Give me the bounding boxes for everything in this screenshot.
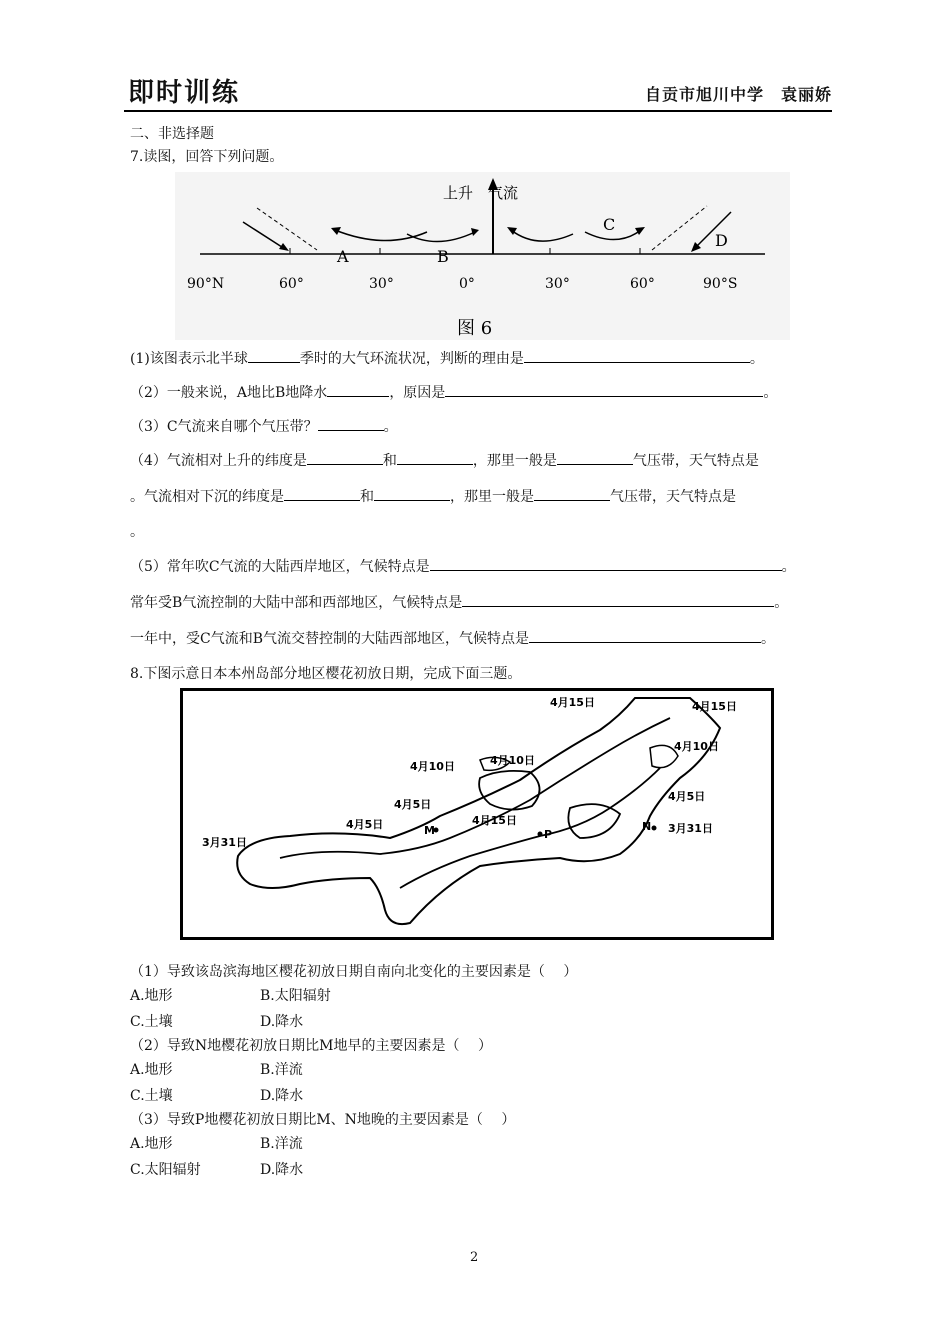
lat-label-60n: 60°: [279, 276, 304, 292]
arrow-b-curve: [407, 232, 475, 242]
arrow-a-curve: [335, 230, 427, 241]
q8-sub3-option-c: C.太阳辐射: [130, 1162, 201, 1178]
header-left-title: 即时训练: [128, 78, 241, 108]
lat-label-0: 0°: [459, 276, 475, 292]
map-label-mar31-east: 3月31日: [668, 822, 713, 835]
q8-sub2-option-b: B.洋流: [260, 1062, 303, 1078]
map-label-apr10-east: 4月10日: [674, 740, 719, 753]
front-line-north: [257, 208, 317, 250]
page-number: 2: [470, 1250, 479, 1265]
rising-air-label: 上升 气流: [443, 184, 519, 202]
figure-6-circulation-diagram: [175, 172, 790, 340]
air-label-d: D: [715, 231, 728, 250]
q7-part7: 一年中，受C气流和B气流交替控制的大陆西部地区，气候特点是 。: [130, 628, 775, 649]
map-label-apr10-center: 4月10日: [490, 754, 535, 767]
map-label-apr5-m: 4月5日: [346, 818, 384, 831]
q8-sub1-option-d: D.降水: [260, 1014, 304, 1030]
q8-sub2-question: （2）导致N地樱花初放日期比M地早的主要因素是（ ）: [130, 1038, 492, 1054]
section-title: 二、非选择题: [130, 126, 214, 142]
lat-label-90s: 90°S: [703, 276, 738, 292]
header-right-title: 自贡市旭川中学 袁丽娇: [644, 85, 832, 104]
q8-sub1-option-c: C.土壤: [130, 1014, 173, 1030]
header-rule: [124, 110, 832, 112]
map-label-m: M: [424, 824, 435, 837]
map-label-p: P: [544, 828, 553, 841]
q8-sub2-option-a: A.地形: [130, 1062, 173, 1078]
q7-part2: （2）一般来说，A地比B地降水 ，原因是 。: [130, 382, 777, 403]
air-label-a: A: [337, 247, 349, 266]
map-label-apr15-right: 4月15日: [692, 700, 737, 713]
map-label-apr5-east: 4月5日: [668, 790, 706, 803]
q8-sub3-option-a: A.地形: [130, 1136, 173, 1152]
q7-part4-line2: 。气流相对下沉的纬度是 和 ，那里一般是 气压带，天气特点是: [130, 486, 736, 507]
q8-sub1-option-b: B.太阳辐射: [260, 988, 331, 1004]
lat-label-30n: 30°: [369, 276, 394, 292]
map-label-apr15-center: 4月15日: [472, 814, 517, 827]
q8-sub3-option-b: B.洋流: [260, 1136, 303, 1152]
map-label-apr10-west: 4月10日: [410, 760, 455, 773]
air-label-b: B: [437, 247, 449, 266]
map-label-apr5-west: 4月5日: [394, 798, 432, 811]
map-label-mar31-west: 3月31日: [202, 836, 247, 849]
q7-part1: (1)该图表示北半球 季时的大气环流状况，判断的理由是 。: [130, 348, 764, 369]
q8-stem: 8.下图示意日本本州岛部分地区樱花初放日期，完成下面三题。: [130, 666, 522, 682]
q8-sub3-option-d: D.降水: [260, 1162, 304, 1178]
q7-part4-line1: （4）气流相对上升的纬度是 和 ，那里一般是 气压带，天气特点是: [130, 450, 759, 471]
q8-sub2-option-c: C.土壤: [130, 1088, 173, 1104]
lat-label-60s: 60°: [630, 276, 655, 292]
q7-stem: 7.读图，回答下列问题。: [130, 149, 284, 165]
arrow-c-left-curve: [511, 230, 573, 241]
air-label-c: C: [603, 215, 616, 234]
q7-part6: 常年受B气流控制的大陆中部和西部地区，气候特点是 。: [130, 592, 788, 613]
honshu-cherry-blossom-map: [180, 688, 774, 940]
map-label-apr15-top: 4月15日: [550, 696, 595, 709]
q7-part5: （5）常年吹C气流的大陆西岸地区，气候特点是 。: [130, 556, 796, 577]
q8-sub1-option-a: A.地形: [130, 988, 173, 1004]
q7-part4-line3: 。: [130, 524, 144, 540]
q8-sub1-question: （1）导致该岛滨海地区樱花初放日期自南向北变化的主要因素是（ ）: [130, 964, 578, 980]
polar-wind-north: [243, 222, 285, 249]
q7-part3: （3）C气流来自哪个气压带？ 。: [130, 416, 398, 437]
figure-caption: 图 6: [457, 318, 493, 339]
point-n-marker: [652, 826, 657, 831]
lat-label-30s: 30°: [545, 276, 570, 292]
q8-sub3-question: （3）导致P地樱花初放日期比M、N地晚的主要因素是（ ）: [130, 1112, 516, 1128]
map-label-n: N: [642, 820, 652, 833]
q8-sub2-option-d: D.降水: [260, 1088, 304, 1104]
lat-label-90n: 90°N: [187, 276, 225, 292]
point-p-marker: [538, 832, 543, 837]
